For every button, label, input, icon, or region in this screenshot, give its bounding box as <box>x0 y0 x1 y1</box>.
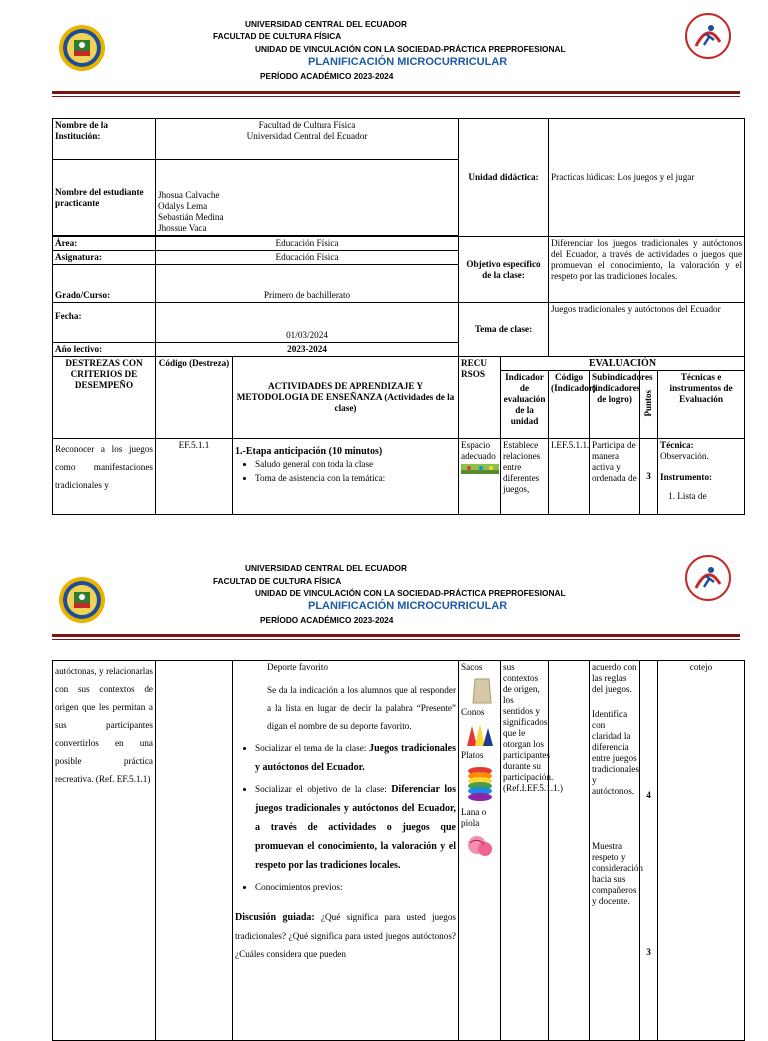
grade-label: Grado/Curso: <box>53 265 156 303</box>
row1-points: 3 <box>640 439 658 515</box>
cones-icon <box>461 720 497 748</box>
field-thumbnail-icon <box>461 464 499 474</box>
row2-sub-1: acuerdo con las reglas del juegos. <box>592 662 637 694</box>
col-skills: DESTREZAS CON CRITERIOS DE DESEMPEÑO <box>53 357 156 439</box>
row2-activity-para: Se da la indicación a los alumnos que al responder a la lista en lugar de decir la palabra “Presente” digan el nombre de su deporte favorito. <box>267 685 456 731</box>
col-points: Puntos <box>640 371 658 439</box>
yarn-icon <box>465 831 495 861</box>
header-faculty: FACULTAD DE CULTURA FÍSICA <box>213 31 342 41</box>
row1-phase: 1.-Etapa anticipación (10 minutos) <box>235 446 383 457</box>
col-indicator-code: Código (Indicador) <box>549 371 590 439</box>
row1-activities <box>233 439 459 515</box>
row2-sub-3: Muestra respeto y consideración hacia sus compañeros y docente. <box>592 841 644 906</box>
sack-icon <box>467 675 497 705</box>
resource-lana: Lana o piola <box>461 807 487 828</box>
row1-sub-indicator: Participa de manera activa y ordenada de <box>590 439 640 515</box>
topic-label: Tema de clase: <box>459 303 549 357</box>
row2-sub-indicators <box>590 661 644 1041</box>
row2-b1-prefix: Socializar el tema de la clase: <box>255 743 367 753</box>
header-period: PERÍODO ACADÉMICO 2023-2024 <box>260 615 394 625</box>
col-resources: RECU RSOS <box>459 357 501 439</box>
row1-technique: Técnica: Observación. Instrumento: 1. Lista de <box>658 439 745 515</box>
student-label: Nombre del estudiante practicante <box>53 160 156 236</box>
area-value: Educación Física <box>156 237 459 251</box>
grade-value: Primero de bachillerato <box>156 265 459 303</box>
objective-value: Diferenciar los juegos tradicionales y autóctonos del Ecuador, a través de actividades o juegos que promuevan el conocimiento, la valoración y el respeto por las tradiciones locales. <box>549 237 745 303</box>
area-label: Área: <box>53 237 156 251</box>
year-label: Año lectivo: <box>53 343 156 357</box>
row2-indicator: sus contextos de origen, los sentidos y significados que le otorgan los participantes durante su participación. (Ref.I.EF.5.1.1.) <box>501 661 549 1041</box>
row2-activity-top: Deporte favorito <box>267 662 328 672</box>
row2-b1-bold: Juegos tradicionales y autóctonos del Ecuador. <box>255 743 456 773</box>
row1-skill: Reconocer a los juegos como manifestaciones tradicionales y <box>53 439 156 515</box>
resource-conos: Conos <box>461 707 485 717</box>
header-doc-title: PLANIFICACIÓN MICROCURRICULAR <box>308 56 508 68</box>
unit-label: Unidad didáctica: <box>459 119 549 237</box>
row2-points <box>640 661 658 1041</box>
col-code: Código (Destreza) <box>156 357 233 439</box>
faculty-logo-icon <box>684 12 732 60</box>
header-unit: UNIDAD DE VINCULACIÓN CON LA SOCIEDAD-PRÁCTICA PREPROFESIONAL <box>255 44 566 54</box>
col-indicator: Indicador de evaluación de la unidad <box>501 371 549 439</box>
resource-sacos: Sacos <box>461 662 483 672</box>
row2-b2-prefix: Socializar el objetivo de la clase: <box>255 784 387 794</box>
university-seal-icon <box>58 24 106 72</box>
header-rule <box>52 91 740 94</box>
col-activities: ACTIVIDADES DE APRENDIZAJE Y METODOLOGIA DE ENSEÑANZA (Actividades de la clase) <box>233 357 459 439</box>
faculty-logo-icon <box>684 554 732 602</box>
subject-label: Asignatura: <box>53 251 156 265</box>
row2-skill: autóctonas, y relacionarlas con sus contextos de origen que les permitan a sus participantes convertirlos en una posible práctica recreativa. (Ref. EF.5.1.1) <box>53 661 156 1041</box>
header-doc-title: PLANIFICACIÓN MICROCURRICULAR <box>308 600 508 612</box>
header-unit: UNIDAD DE VINCULACIÓN CON LA SOCIEDAD-PRÁCTICA PREPROFESIONAL <box>255 588 566 598</box>
row2-discussion-text: ¿Qué significa para usted juegos tradicionales? ¿Qué significa para usted juegos autóctonos? ¿Cuáles considera que pueden <box>235 912 456 959</box>
header-rule-thin <box>52 96 740 97</box>
page-header <box>0 0 768 92</box>
year-value: 2023-2024 <box>156 343 459 357</box>
row2-b3: • Conocimientos previos: <box>255 878 456 896</box>
row1-indicator: Establece relaciones entre diferentes juegos, <box>501 439 549 515</box>
resource-platos: Platos <box>461 750 484 760</box>
row2-indicator-code <box>549 661 590 1041</box>
planning-table-page1 <box>52 118 745 515</box>
header-university: UNIVERSIDAD CENTRAL DEL ECUADOR <box>245 19 407 29</box>
row2-code <box>156 661 233 1041</box>
date-label: Fecha: <box>53 303 156 343</box>
plates-icon <box>465 763 495 805</box>
unit-value: Practicas lúdicas: Los juegos y el jugar <box>549 119 745 237</box>
row1-bullet-2: • Toma de asistencia con la temática: <box>255 473 456 484</box>
header-period: PERÍODO ACADÉMICO 2023-2024 <box>260 71 394 81</box>
row2-resources <box>459 661 501 1041</box>
university-seal-icon <box>58 576 106 624</box>
page-break <box>0 522 768 552</box>
subject-value: Educación Física <box>156 251 459 265</box>
col-techniques: Técnicas e instrumentos de Evaluación <box>658 371 745 439</box>
institution-label: Nombre de la Institución: <box>53 119 156 160</box>
col-evaluation: EVALUACIÓN <box>501 357 745 371</box>
page-header-2 <box>0 552 768 644</box>
topic-value: Juegos tradicionales y autóctonos del Ecuador <box>549 303 745 357</box>
date-value: 01/03/2024 <box>156 303 459 343</box>
row1-bullet-1: • Saludo general con toda la clase <box>255 459 456 470</box>
row2-sub-2: Identifica con claridad la diferencia entre juegos tradicionales y autóctonos. <box>592 709 639 796</box>
row2-discussion-label: Discusión guiada: <box>235 912 315 923</box>
row2-activities <box>233 661 459 1041</box>
row2-points-2: 3 <box>646 947 651 957</box>
institution-value: Facultad de Cultura Física Universidad Central del Ecuador <box>156 119 459 160</box>
row1-indicator-code: I.EF.5.1.1. <box>549 439 590 515</box>
objective-label: Objetivo específico de la clase: <box>459 237 549 303</box>
col-sub-indicators: Subindicadores (indicadores de logro) <box>590 371 640 439</box>
student-names: Jhosua Calvache Odalys Lema Sebastián Medina Jhossue Vaca <box>156 160 459 236</box>
row2-technique: cotejo <box>658 661 745 1041</box>
planning-table-page2 <box>52 660 745 1041</box>
header-university: UNIVERSIDAD CENTRAL DEL ECUADOR <box>245 563 407 573</box>
header-rule <box>52 634 740 637</box>
row2-points-1: 4 <box>646 790 651 800</box>
row1-resource: Espacio adecuado <box>459 439 501 515</box>
header-faculty: FACULTAD DE CULTURA FÍSICA <box>213 576 342 586</box>
header-rule-thin <box>52 639 740 640</box>
row2-b2-bold: Diferenciar los juegos tradicionales y autóctonos del Ecuador, a través de actividades o juegos que promuevan el conocimiento, la valoración y el respeto por las tradiciones locales. <box>255 784 456 871</box>
row1-code: EF.5.1.1 <box>156 439 233 515</box>
